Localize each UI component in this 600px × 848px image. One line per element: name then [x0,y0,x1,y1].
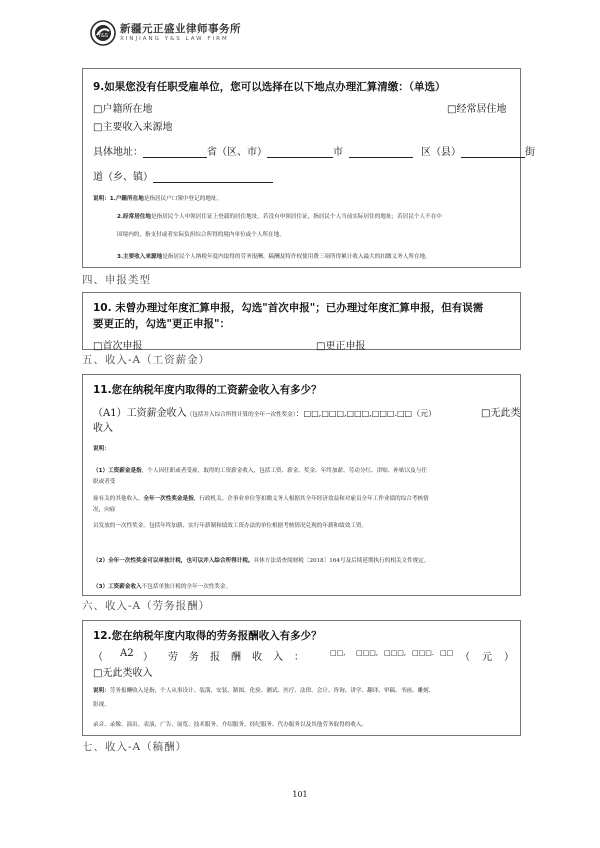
q10-option-first[interactable]: □首次申报 [93,341,143,352]
q11-note1-line1: （1）工资薪金是指，个人因任职或者受雇，取得的工资薪金收入，包括工资、薪金、奖金、年终加薪、劳动分红、津贴、补贴以及与任 [93,468,427,474]
q9-note3: 3.主要收入来源地是指居民个人纳税年度内取得的劳务报酬、稿酬及特许权使用费三项所得累计收入最大的扣缴义务人所在地。 [117,254,431,260]
q12-a2-code: A2 [120,648,134,659]
q12-a2-group1[interactable]: □□, [330,649,346,657]
q12-note-line1: 说明：劳务报酬收入是指，个人从事设计、装潢、安装、制图、化验、测试、医疗、法律、会计、咨询、讲学、翻译、审稿、书画、雕刻、 [93,688,435,694]
q9-option-household[interactable]: □户籍所在地 [93,104,153,115]
town-field[interactable] [153,173,273,183]
street-label: 街 [525,147,535,158]
q9-note2: 2.经常居住地是指居民个人申领居住证上登载的居住地址，若没有申领居住证，指居民个人当前实际居住的地址；若居民个人不在中 [117,214,442,220]
a1-amount-field[interactable]: ：□□,□□□,□□□,□□□.□□（元） [295,409,437,418]
q11-no-income[interactable]: □无此类 [481,408,521,419]
section-5-title: 五、收入-A（工资薪金） [82,354,211,366]
city-field[interactable] [267,148,333,158]
q12-no-income[interactable]: □无此类收入 [93,668,153,679]
q11-note1-line4: 况，向雇 [93,507,116,513]
q9-title: 9.如果您没有任职受雇单位，您可以选择在以下地点办理汇算清缴：（单选） [93,81,446,93]
province-field[interactable] [143,148,207,158]
county-field-pre[interactable] [349,148,413,158]
county-label: 区（县） [421,147,461,158]
q12-note-line2: 影视、 [93,702,110,708]
q12-a2-group2[interactable]: □□□, [356,649,379,657]
q9-option-income-source[interactable]: □主要收入来源地 [93,122,173,133]
q12-a2-label: 劳务报酬收入： [168,652,315,663]
q11-note1-line3: 雇有关的其他收入。全年一次性奖金是指，行政机关、企事业单位等扣缴义务人根据其全年经济效益和对雇员全年工作业绩的综合考核情 [93,496,429,502]
q9-note1: 说明：1.户籍所在地是指居民户口簿中登记的地址。 [93,196,223,202]
q11-note1-line2: 职或者受 [93,479,116,485]
q11-a1-row [93,404,436,419]
a1-label: （A1）工资薪金收入 [93,408,187,419]
q12-a2-close: ） [143,652,153,663]
q9-option-residence[interactable]: □经常居住地 [447,104,507,115]
svg-text:Y&S: Y&S [97,33,109,39]
section-6-title: 六、收入-A（劳务报酬） [82,600,211,612]
q9-address-line2 [93,168,273,183]
q12-unit: 元 [482,652,492,663]
q11-note2: （2）全年一次性奖金可以单独计税，也可以并入综合所得计税。具体方法请查阅财税〔2018〕164号及后续延期执行的相关文件规定。 [93,558,430,564]
q9-note2-cont: 国境内的，指支付或者实际负担综合所得的境内单位或个人所在地。 [117,232,285,238]
letterhead [90,18,290,50]
q12-title: 12.您在纳税年度内取得的劳务报酬收入有多少？ [93,630,322,642]
q11-a1-row-cont: 收入 [93,423,113,434]
address-label: 具体地址： [93,147,143,158]
page-number: 101 [292,790,308,799]
q9-address-line1 [93,143,535,158]
city-label: 市 [333,147,343,158]
firm-name-cn: 新疆元正盛业律师事务所 [120,23,241,35]
section-4-title: 四、申报类型 [82,274,151,286]
q12-note-line3: 录音、录像、演出、表演、广告、展览、技术服务、介绍服务、经纪服务、代办服务以及其他劳务取得的收入。 [93,722,368,728]
q12-a2-open: （ [93,652,103,663]
a1-note: （包括并入综合所得计算的全年一次性奖金） [186,412,296,418]
q10-title-line2: 要更正的，勾选"更正申报"： [93,318,230,330]
q12-a2-group3[interactable]: □□□, [384,649,407,657]
q12-unit-open: （ [460,652,470,663]
firm-name-en: XINJIANG Y&S LAW FIRM [120,36,229,42]
q10-title-line1: 10. 未曾办理过年度汇算申报，勾选"首次申报"；已办理过年度汇算申报，但有误需 [93,302,484,314]
firm-logo-icon [90,20,116,46]
q10-option-correction[interactable]: □更正申报 [316,341,366,352]
q11-title: 11.您在纳税年度内取得的工资薪金收入有多少？ [93,384,322,396]
province-label: 省（区、市） [207,147,267,158]
town-label: 道（乡、镇） [93,172,153,183]
q11-note3: （3）工资薪金收入不包括单独计税的全年一次性奖金。 [93,584,232,590]
q12-a2-group4[interactable]: □□□. [412,649,435,657]
q12-unit-close: ） [504,652,514,663]
county-field[interactable] [461,148,525,158]
q11-note-label: 说明： [93,446,110,452]
q12-a2-group5[interactable]: □□ [440,649,454,657]
q11-note1-line5: 员发放的一次性奖金。包括年终加薪、实行年薪制和绩效工资办法的单位根据考核情况兑现的年薪和绩效工资。 [93,523,368,529]
section-7-title: 七、收入-A（稿酬） [82,741,188,753]
